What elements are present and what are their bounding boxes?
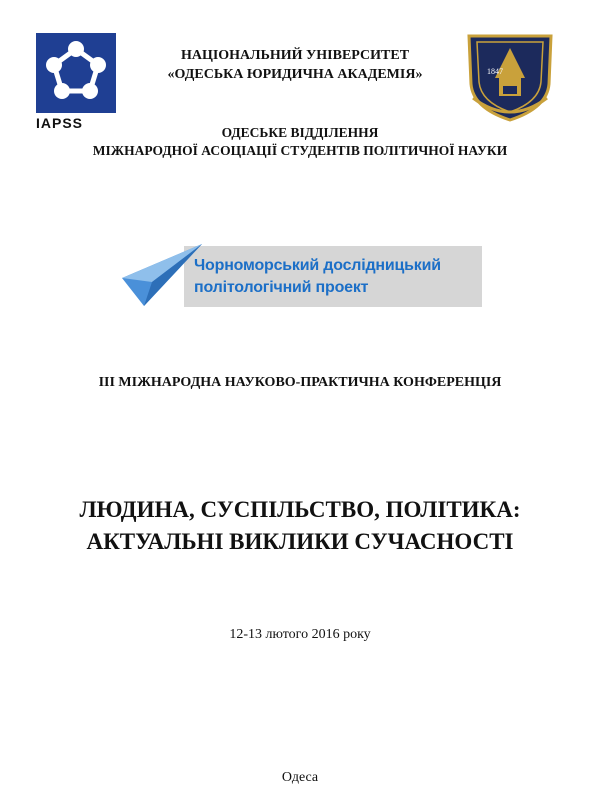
city-name: Одеса xyxy=(281,770,319,785)
university-line-1: НАЦІОНАЛЬНИЙ УНІВЕРСИТЕТ xyxy=(180,48,410,63)
branch-line-1: ОДЕСЬКЕ ВІДДІЛЕННЯ xyxy=(221,125,379,140)
iapss-pentagon-icon xyxy=(36,33,116,113)
university-heading xyxy=(130,46,460,84)
university-line-2: «ОДЕСЬКА ЮРИДИЧНА АКАДЕМІЯ» xyxy=(167,67,423,82)
title-line-1: ЛЮДИНА, СУСПІЛЬСТВО, ПОЛІТИКА: xyxy=(79,497,521,522)
conference-heading: ІІІ МІЖНАРОДНА НАУКОВО-ПРАКТИЧНА КОНФЕРЕНЦІЯ xyxy=(98,375,502,390)
banner-line-1: Чорноморський дослідницький xyxy=(194,257,441,274)
academy-crest-icon xyxy=(463,26,557,124)
banner-line-2: політологічний проект xyxy=(194,279,369,296)
iapss-logo-text: IAPSS xyxy=(36,115,84,131)
project-banner xyxy=(122,242,482,307)
document-title xyxy=(20,494,580,558)
conference-date: 12-13 лютого 2016 року xyxy=(229,627,371,642)
branch-heading xyxy=(40,124,560,160)
title-line-2: АКТУАЛЬНІ ВИКЛИКИ СУЧАСНОСТІ xyxy=(86,529,514,554)
crest-year: 1847 xyxy=(487,67,503,76)
branch-line-2: МІЖНАРОДНОЇ АСОЦІАЦІЇ СТУДЕНТІВ ПОЛІТИЧНОЇ НАУКИ xyxy=(92,143,508,158)
iapss-logo xyxy=(36,33,118,131)
banner-title xyxy=(194,255,484,299)
